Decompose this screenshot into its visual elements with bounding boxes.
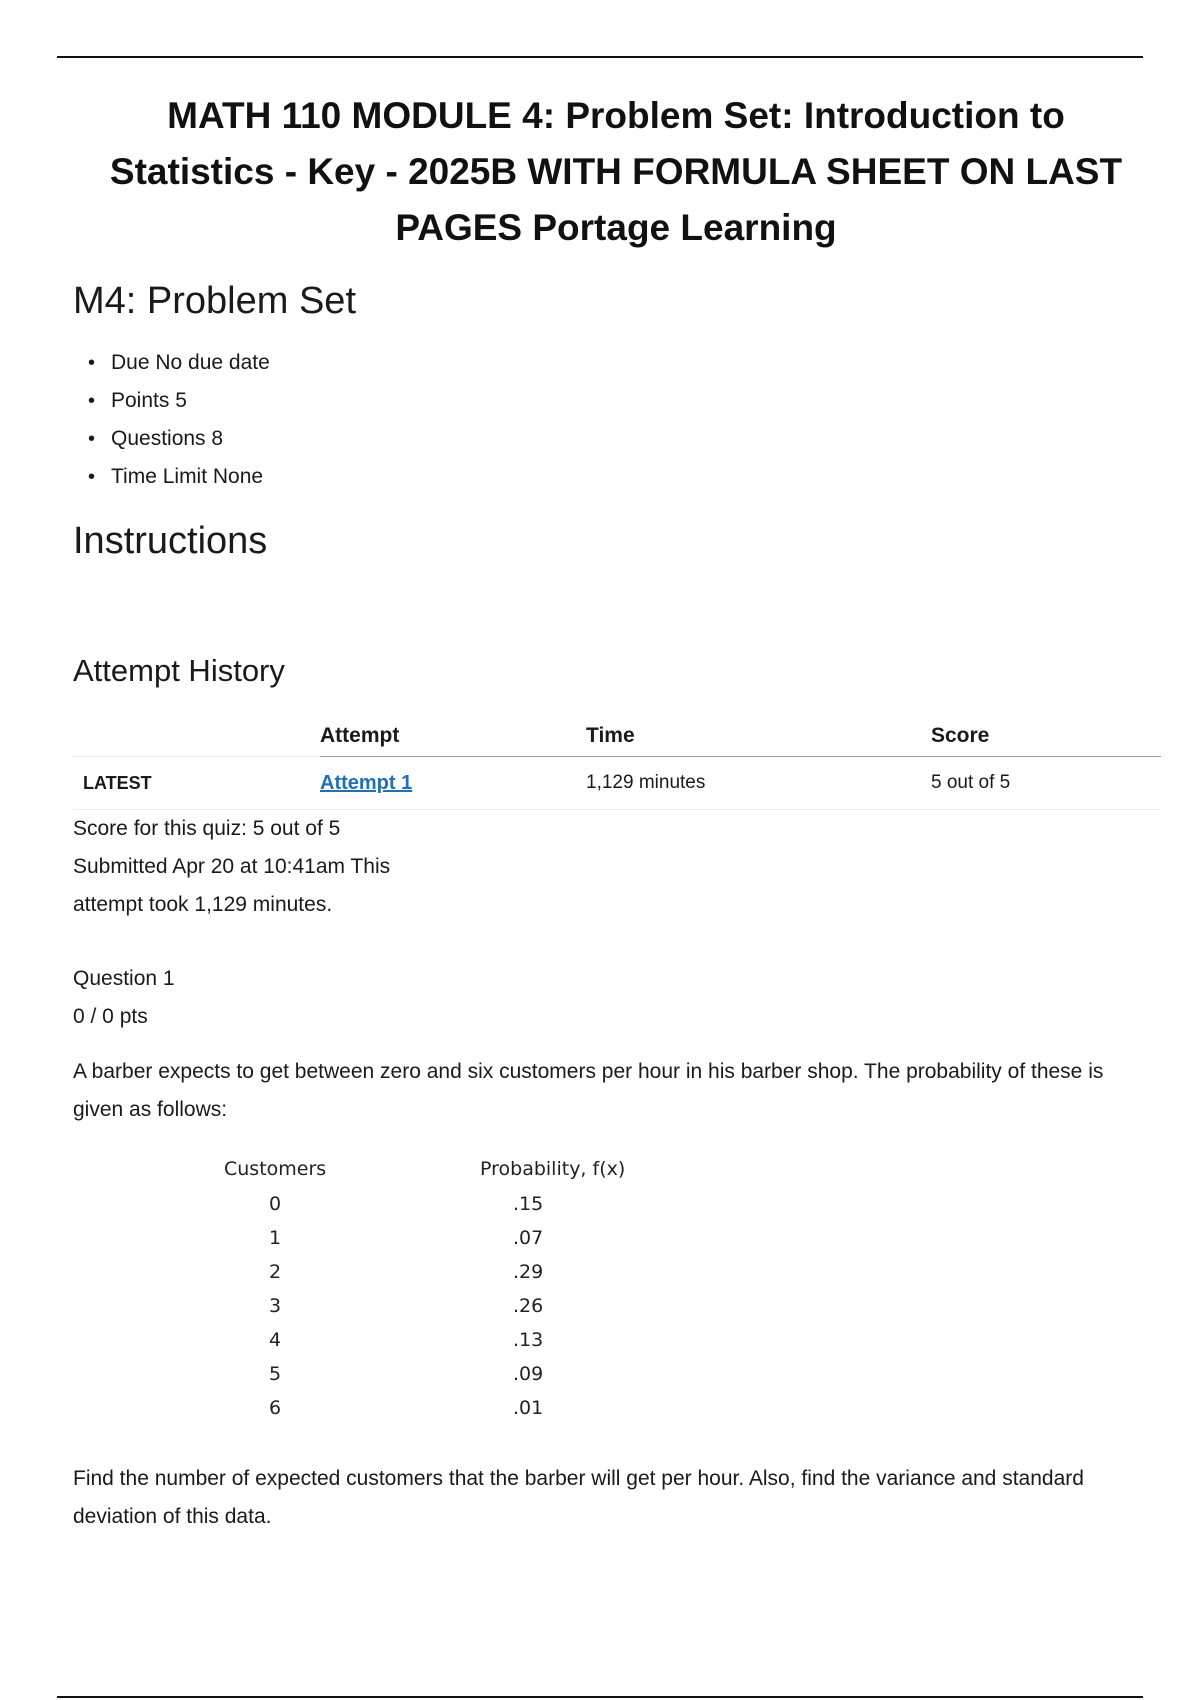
latest-label: LATEST [73,757,320,810]
attempt-history-heading: Attempt History [73,653,285,688]
customers-value: 3 [269,1295,282,1317]
meta-questions: • Questions 8 [88,420,270,458]
meta-points: • Points 5 [88,382,270,420]
header-customers: Customers [224,1158,327,1180]
table-row [224,1289,625,1323]
meta-due: • Due No due date [88,344,270,382]
probability-value: .09 [513,1363,544,1385]
attempt-history-table [73,716,1161,810]
customers-value: 2 [269,1261,282,1283]
submitted-line: Submitted Apr 20 at 10:41am This [73,855,391,878]
probability-value: .26 [513,1295,544,1317]
score-line: Score for this quiz: 5 out of 5 [73,817,341,840]
problem-set-heading: M4: Problem Set [73,280,356,322]
question-header [73,960,175,1036]
meta-time-limit: • Time Limit None [88,458,270,496]
duration-line: attempt took 1,129 minutes. [73,893,333,916]
question-prompt: A barber expects to get between zero and six customers per hour in his barber shop. The probability of these is given as follows: [73,1060,1104,1121]
customers-value: 1 [269,1227,282,1249]
table-row [224,1391,625,1425]
attempt-table-header [73,716,1161,757]
probability-value: .29 [513,1261,544,1283]
instructions-heading: Instructions [73,520,268,562]
probability-table [224,1151,625,1425]
document-title: MATH 110 MODULE 4: Problem Set: Introduction to Statistics - Key - 2025B WITH FORMULA SHEET ON LAST PAGES Portage Learning [109,95,1123,248]
question-points: 0 / 0 pts [73,1005,148,1028]
bottom-rule [57,1696,1143,1698]
probability-value: .01 [513,1397,544,1419]
table-row [224,1187,625,1221]
top-rule [57,56,1143,58]
table-row [224,1323,625,1357]
table-row [224,1255,625,1289]
attempt-link[interactable]: Attempt 1 [320,771,413,794]
table-row [224,1221,625,1255]
header-probability: Probability, f(x) [480,1158,626,1180]
customers-value: 0 [269,1193,282,1215]
probability-value: .07 [513,1227,544,1249]
customers-value: 6 [269,1397,282,1419]
probability-value: .13 [513,1329,544,1351]
header-time: Time [586,716,931,757]
customers-value: 4 [269,1329,282,1351]
time-cell: 1,129 minutes [586,757,931,810]
score-cell: 5 out of 5 [931,757,1161,810]
question-number: Question 1 [73,967,175,990]
quiz-meta-list [88,344,270,496]
header-score: Score [931,716,1161,757]
table-row [224,1357,625,1391]
header-attempt: Attempt [320,716,586,757]
probability-table-header [224,1151,625,1187]
table-row [73,757,1161,810]
quiz-summary [73,810,453,924]
header-blank [73,716,320,757]
question-followup: Find the number of expected customers that the barber will get per hour. Also, find the variance and standard deviation of this data. [73,1467,1084,1528]
probability-value: .15 [513,1193,544,1215]
attempt-cell [320,757,586,810]
customers-value: 5 [269,1363,282,1385]
